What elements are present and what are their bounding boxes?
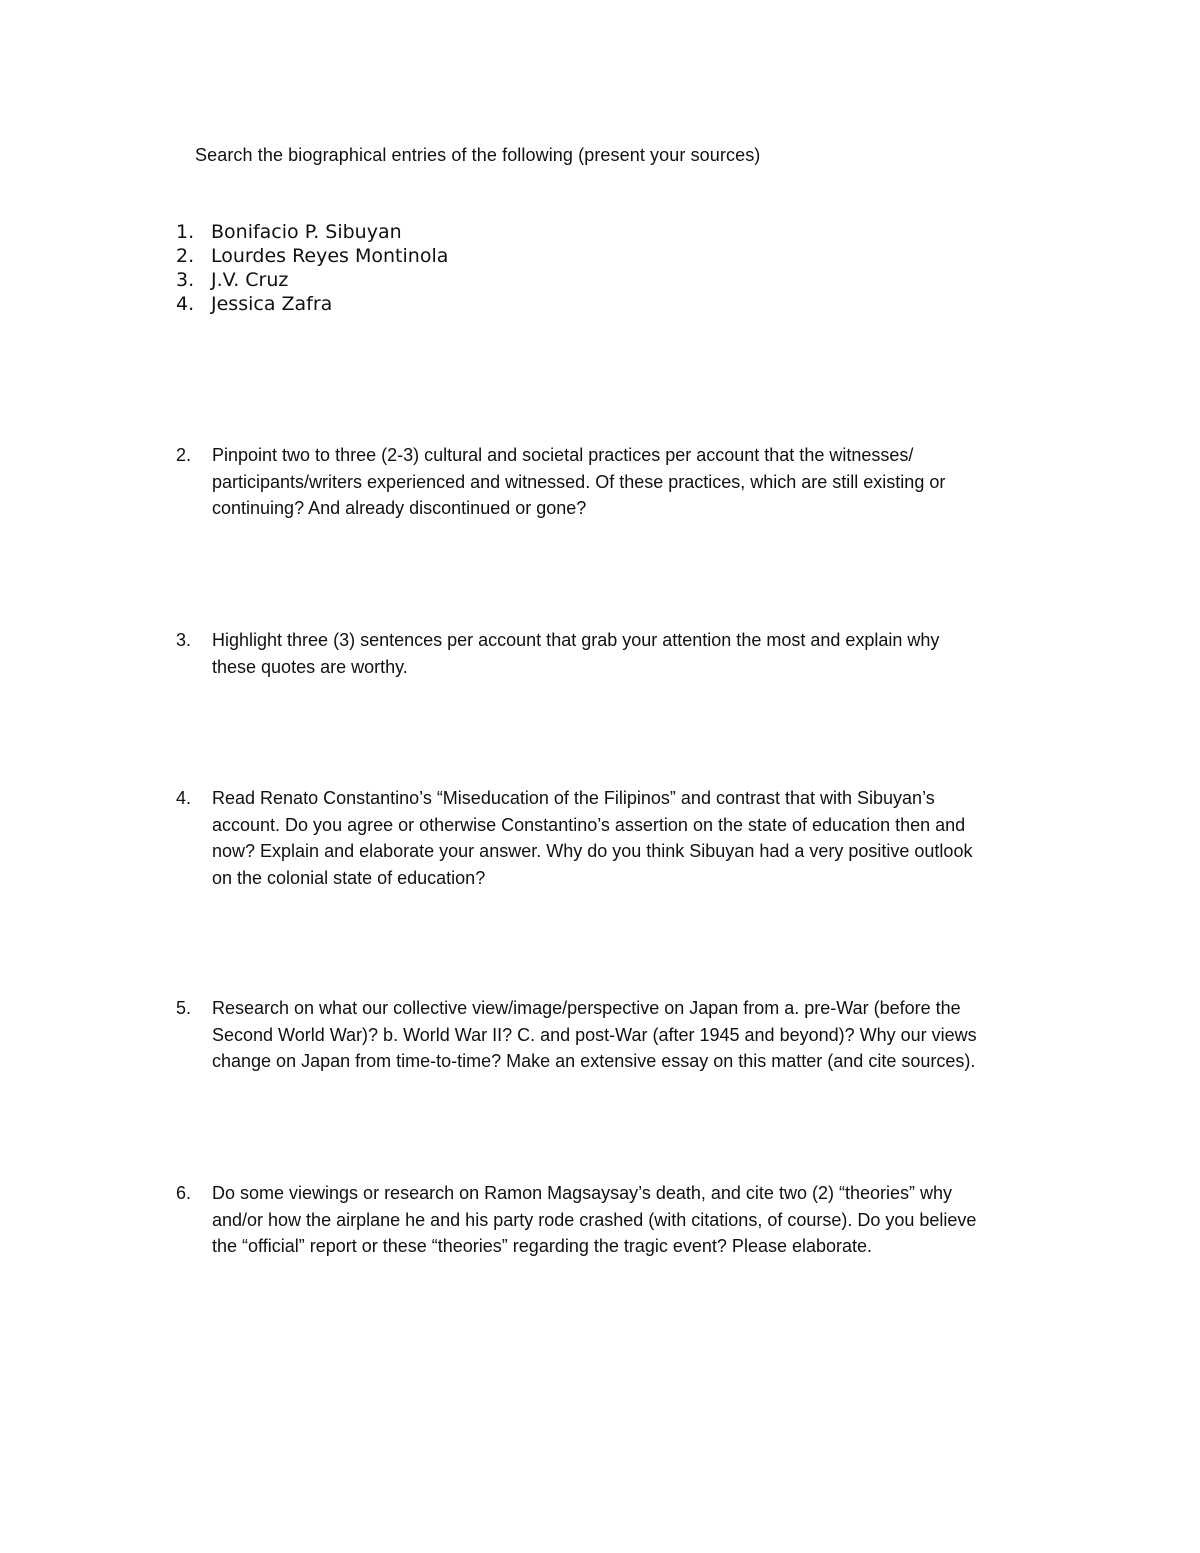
question-line: participants/writers experienced and witnessed. Of these practices, which are still existing or bbox=[212, 471, 946, 492]
question-4 bbox=[176, 785, 1076, 891]
question-line: account. Do you agree or otherwise Constantino’s assertion on the state of education then and bbox=[212, 814, 966, 835]
list-item bbox=[176, 268, 448, 292]
names-list bbox=[176, 220, 448, 316]
question-line: Do some viewings or research on Ramon Magsaysay’s death, and cite two (2) “theories” why bbox=[212, 1183, 952, 1203]
intro-instruction: Search the biographical entries of the following (present your sources) bbox=[195, 145, 761, 165]
question-line: Highlight three (3) sentences per account that grab your attention the most and explain why bbox=[212, 630, 940, 650]
question-text bbox=[212, 442, 1076, 522]
question-line: these quotes are worthy. bbox=[212, 656, 408, 677]
question-text bbox=[212, 627, 1076, 680]
question-3 bbox=[176, 627, 1076, 680]
list-item-number: 4. bbox=[176, 293, 195, 315]
question-line: change on Japan from time-to-time? Make an extensive essay on this matter (and cite sources). bbox=[212, 1051, 976, 1071]
question-line: Second World War)? b. World War II? C. and post-War (after 1945 and beyond)? Why our views bbox=[212, 1024, 977, 1045]
list-item-number: 2. bbox=[176, 245, 195, 267]
list-item-name: Jessica Zafra bbox=[211, 293, 333, 315]
question-number: 6. bbox=[176, 1183, 192, 1203]
question-number: 2. bbox=[176, 445, 192, 465]
question-line: the “official” report or these “theories” regarding the tragic event? Please elaborate. bbox=[212, 1236, 873, 1256]
question-number: 5. bbox=[176, 998, 192, 1018]
question-5 bbox=[176, 995, 1076, 1075]
question-number: 4. bbox=[176, 788, 192, 808]
list-item-name: J.V. Cruz bbox=[211, 269, 289, 291]
question-line: and/or how the airplane he and his party rode crashed (with citations, of course). Do you believe bbox=[212, 1209, 977, 1230]
list-item bbox=[176, 220, 448, 244]
question-line: Read Renato Constantino’s “Miseducation of the Filipinos” and contrast that with Sibuyan’s bbox=[212, 788, 935, 808]
question-6 bbox=[176, 1180, 1076, 1260]
question-text bbox=[212, 995, 1076, 1075]
question-line: Pinpoint two to three (2-3) cultural and societal practices per account that the witnesses/ bbox=[212, 445, 914, 465]
list-item-number: 1. bbox=[176, 221, 195, 243]
question-text bbox=[212, 785, 1076, 891]
question-line: now? Explain and elaborate your answer. Why do you think Sibuyan had a very positive outlook bbox=[212, 841, 973, 861]
list-item-name: Lourdes Reyes Montinola bbox=[211, 245, 449, 267]
list-item-number: 3. bbox=[176, 269, 195, 291]
question-text bbox=[212, 1180, 1076, 1260]
list-item-name: Bonifacio P. Sibuyan bbox=[211, 221, 402, 243]
question-2 bbox=[176, 442, 1076, 522]
list-item bbox=[176, 292, 448, 316]
question-line: continuing? And already discontinued or gone? bbox=[212, 498, 587, 518]
question-number: 3. bbox=[176, 630, 192, 650]
question-line: Research on what our collective view/image/perspective on Japan from a. pre-War (before the bbox=[212, 998, 961, 1018]
question-line: on the colonial state of education? bbox=[212, 867, 486, 888]
list-item bbox=[176, 244, 448, 268]
